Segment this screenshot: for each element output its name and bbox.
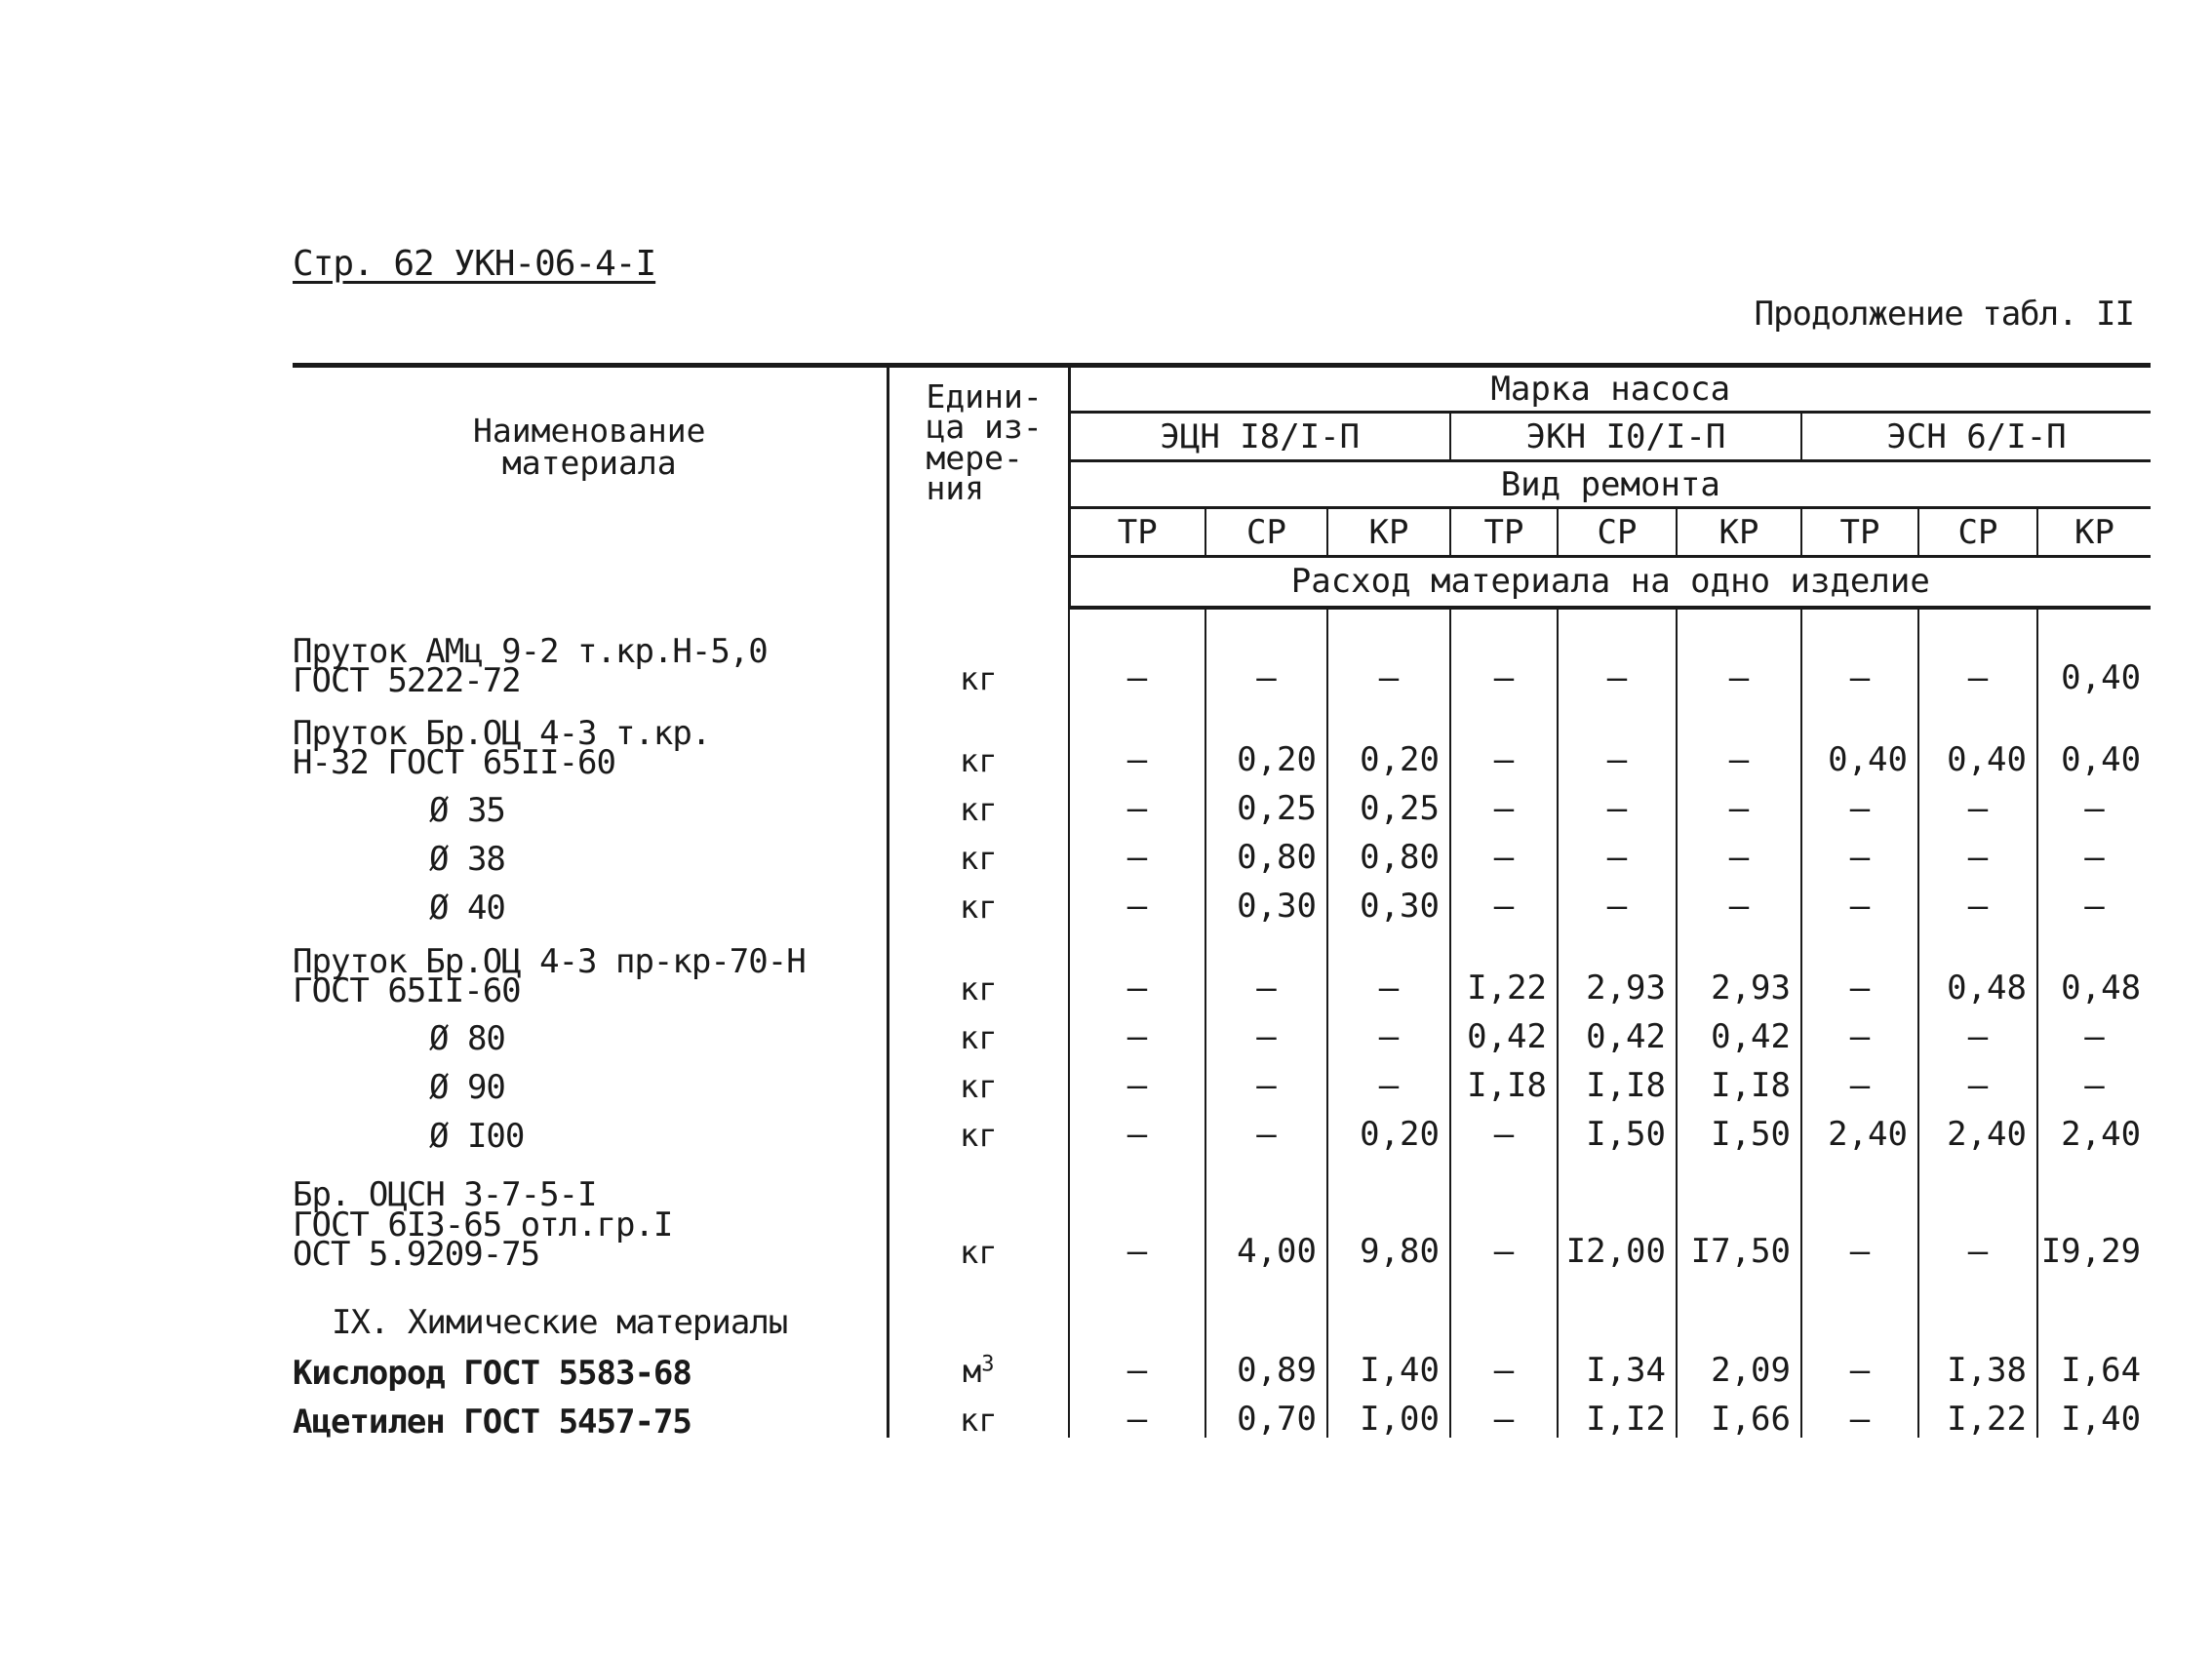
header-repair-code: ТР: [1450, 508, 1558, 557]
value-cell: –: [1918, 1007, 2037, 1055]
value-cell: –: [1327, 925, 1450, 1007]
value-cell: –: [1327, 1055, 1450, 1104]
value-cell: 0,40: [2037, 608, 2151, 696]
table-row: [293, 1338, 2151, 1389]
value-cell: [1205, 1270, 1327, 1338]
table-row: [293, 778, 2151, 827]
value-cell: –: [1205, 925, 1327, 1007]
material-name-line: ГОСТ 65II-60: [293, 971, 521, 1011]
page-reference: Стр. 62 УКН-06-4-I: [293, 244, 656, 284]
unit-text: кг: [959, 741, 998, 779]
value-cell: –: [1801, 778, 1918, 827]
value-cell: [2037, 1270, 2151, 1338]
table-row: [293, 1007, 2151, 1055]
unit-text: кг: [959, 969, 998, 1008]
material-name-line: Кислород ГОСТ 5583-68: [293, 1354, 691, 1394]
value-cell: –: [1069, 778, 1205, 827]
value-cell: –: [1918, 778, 2037, 827]
unit-text: кг: [959, 888, 998, 926]
value-cell: [1918, 1270, 2037, 1338]
value-cell: 0,40: [1918, 696, 2037, 778]
value-cell: –: [1450, 1153, 1558, 1270]
value-cell: 0,80: [1327, 827, 1450, 876]
column-header-unit-line: Едини-: [926, 377, 1043, 415]
header-pump-ekn: ЭКН I0/I-П: [1450, 413, 1801, 461]
value-cell: 0,20: [1327, 1104, 1450, 1153]
header-repair-code: ТР: [1801, 508, 1918, 557]
value-cell: [1558, 1270, 1677, 1338]
table-row: [293, 608, 2151, 696]
unit-cell: [888, 1389, 1069, 1438]
value-cell: –: [1801, 827, 1918, 876]
material-name-line: Пруток АМц 9-2 т.кр.Н-5,0: [293, 631, 768, 671]
value-cell: –: [1069, 827, 1205, 876]
value-cell: –: [1918, 1153, 2037, 1270]
value-cell: 0,89: [1205, 1338, 1327, 1389]
value-cell: I2,00: [1558, 1153, 1677, 1270]
value-cell: –: [1918, 876, 2037, 925]
value-cell: –: [1677, 696, 1801, 778]
table-row: [293, 1389, 2151, 1438]
header-repair-code: СР: [1558, 508, 1677, 557]
value-cell: 2,40: [1801, 1104, 1918, 1153]
unit-cell: [888, 608, 1069, 696]
value-cell: –: [1450, 608, 1558, 696]
value-cell: –: [1558, 827, 1677, 876]
header-repair-code: КР: [2037, 508, 2151, 557]
value-cell: –: [1801, 1389, 1918, 1438]
value-cell: I9,29: [2037, 1153, 2151, 1270]
material-name: [293, 778, 888, 830]
material-name-line: Н-32 ГОСТ 65II-60: [293, 743, 615, 783]
table-row: [293, 1055, 2151, 1104]
value-cell: I,40: [1327, 1338, 1450, 1389]
material-name: [293, 1055, 888, 1107]
material-name-line: Ø 40: [429, 888, 505, 928]
value-cell: –: [1205, 1055, 1327, 1104]
value-cell: 0,30: [1205, 876, 1327, 925]
column-header-unit: [888, 366, 1069, 608]
value-cell: –: [1677, 778, 1801, 827]
value-cell: 0,20: [1205, 696, 1327, 778]
unit-text: кг: [959, 1233, 998, 1271]
value-cell: –: [1801, 1055, 1918, 1104]
value-cell: 0,20: [1327, 696, 1450, 778]
value-cell: –: [1558, 696, 1677, 778]
unit-cell: [888, 1338, 1069, 1389]
material-name-line: ГОСТ 5222-72: [293, 661, 521, 701]
column-header-unit-line: ния: [926, 469, 985, 508]
header-pump-ecn: ЭЦН I8/I-П: [1069, 413, 1450, 461]
column-header-unit-line: ца из-: [926, 408, 1043, 447]
value-cell: –: [1205, 1104, 1327, 1153]
section-row: [293, 1270, 2151, 1338]
value-cell: 0,80: [1205, 827, 1327, 876]
value-cell: 0,30: [1327, 876, 1450, 925]
table-continuation-label: Продолжение табл. II: [1754, 295, 2134, 334]
value-cell: –: [1558, 876, 1677, 925]
value-cell: 0,25: [1205, 778, 1327, 827]
value-cell: –: [2037, 876, 2151, 925]
value-cell: –: [1677, 876, 1801, 925]
value-cell: –: [1801, 608, 1918, 696]
value-cell: 0,42: [1677, 1007, 1801, 1055]
unit-cell: [888, 1104, 1069, 1153]
value-cell: 2,40: [1918, 1104, 2037, 1153]
value-cell: –: [1918, 608, 2037, 696]
unit-text: м: [962, 1352, 982, 1390]
table-row: [293, 925, 2151, 1007]
value-cell: –: [1069, 1338, 1205, 1389]
unit-text: кг: [959, 1067, 998, 1105]
unit-cell: [888, 1270, 1069, 1338]
value-cell: I,I2: [1558, 1389, 1677, 1438]
value-cell: –: [1069, 1153, 1205, 1270]
value-cell: –: [1801, 1338, 1918, 1389]
value-cell: 2,93: [1677, 925, 1801, 1007]
value-cell: –: [1801, 876, 1918, 925]
section-title: [293, 1270, 888, 1343]
value-cell: I,50: [1677, 1104, 1801, 1153]
value-cell: 2,40: [2037, 1104, 2151, 1153]
value-cell: –: [1918, 827, 2037, 876]
table-row: [293, 696, 2151, 778]
unit-cell: [888, 876, 1069, 925]
material-name: [293, 1153, 888, 1275]
value-cell: I7,50: [1677, 1153, 1801, 1270]
value-cell: I,64: [2037, 1338, 2151, 1389]
table-row: [293, 827, 2151, 876]
value-cell: I,40: [2037, 1389, 2151, 1438]
value-cell: –: [1069, 1007, 1205, 1055]
column-header-material: [293, 366, 888, 608]
material-name: [293, 1338, 888, 1394]
value-cell: 0,25: [1327, 778, 1450, 827]
column-header-material-line: материала: [501, 444, 677, 482]
value-cell: I,22: [1918, 1389, 2037, 1438]
header-consumption: Расход материала на одно изделие: [1069, 557, 2151, 608]
value-cell: 2,93: [1558, 925, 1677, 1007]
value-cell: [1677, 1270, 1801, 1338]
material-name-line: Ø 90: [429, 1067, 505, 1107]
value-cell: I,I8: [1450, 1055, 1558, 1104]
value-cell: [1801, 1270, 1918, 1338]
material-name-line: Ø 38: [429, 839, 505, 879]
value-cell: 0,48: [1918, 925, 2037, 1007]
value-cell: [1069, 1270, 1205, 1338]
header-repair-code: СР: [1205, 508, 1327, 557]
material-name: [293, 827, 888, 879]
value-cell: –: [1069, 876, 1205, 925]
value-cell: –: [2037, 1007, 2151, 1055]
value-cell: I,22: [1450, 925, 1558, 1007]
column-header-unit-line: мере-: [926, 438, 1023, 477]
value-cell: –: [1069, 608, 1205, 696]
section-title-text: IX. Химические материалы: [332, 1303, 788, 1343]
value-cell: 0,42: [1558, 1007, 1677, 1055]
header-repair-code: СР: [1918, 508, 2037, 557]
materials-table: [293, 363, 2151, 1443]
material-name: [293, 1389, 888, 1443]
value-cell: –: [1450, 876, 1558, 925]
value-cell: [1327, 1270, 1450, 1338]
header-repair-code: ТР: [1069, 508, 1205, 557]
value-cell: –: [1450, 1104, 1558, 1153]
unit-text: кг: [959, 659, 998, 697]
value-cell: –: [1205, 608, 1327, 696]
unit-text: кг: [959, 1116, 998, 1154]
table-body: [293, 608, 2151, 1443]
material-name: [293, 876, 888, 928]
header-pump-brand: Марка насоса: [1069, 366, 2151, 413]
unit-text: кг: [959, 1018, 998, 1056]
table-row: [293, 1104, 2151, 1153]
value-cell: –: [1069, 1104, 1205, 1153]
header-pump-esn: ЭСН 6/I-П: [1801, 413, 2151, 461]
table-row: [293, 1153, 2151, 1270]
material-name-line: Пруток Бр.ОЦ 4-3 пр-кр-70-Н: [293, 941, 806, 981]
value-cell: –: [1677, 608, 1801, 696]
value-cell: –: [1327, 1007, 1450, 1055]
header-repair-type: Вид ремонта: [1069, 461, 2151, 508]
value-cell: –: [1450, 1389, 1558, 1438]
unit-text: кг: [959, 839, 998, 877]
unit-cell: [888, 925, 1069, 1007]
value-cell: –: [1327, 608, 1450, 696]
value-cell: 0,48: [2037, 925, 2151, 1007]
value-cell: –: [1801, 1007, 1918, 1055]
value-cell: 0,40: [2037, 696, 2151, 778]
value-cell: –: [1918, 1055, 2037, 1104]
material-name: [293, 1104, 888, 1156]
material-name: [293, 925, 888, 1011]
value-cell: –: [1069, 1055, 1205, 1104]
value-cell: I,66: [1677, 1389, 1801, 1438]
unit-cell: [888, 778, 1069, 827]
unit-cell: [888, 827, 1069, 876]
value-cell: 0,40: [1801, 696, 1918, 778]
value-cell: I,I8: [1677, 1055, 1801, 1104]
value-cell: I,38: [1918, 1338, 2037, 1389]
value-cell: –: [1450, 827, 1558, 876]
material-name-line: ОСТ 5.9209-75: [293, 1235, 540, 1275]
material-name-line: Пруток Бр.ОЦ 4-3 т.кр.: [293, 713, 711, 753]
value-cell: –: [1450, 778, 1558, 827]
material-name-line: Ацетилен ГОСТ 5457-75: [293, 1403, 691, 1443]
unit-cell: [888, 1153, 1069, 1270]
material-name-line: Ø I00: [429, 1116, 525, 1156]
value-cell: –: [2037, 827, 2151, 876]
value-cell: –: [2037, 1055, 2151, 1104]
unit-superscript: 3: [981, 1352, 995, 1377]
value-cell: –: [1450, 696, 1558, 778]
value-cell: 4,00: [1205, 1153, 1327, 1270]
table-header: [293, 366, 2151, 608]
value-cell: 2,09: [1677, 1338, 1801, 1389]
value-cell: 9,80: [1327, 1153, 1450, 1270]
unit-cell: [888, 1007, 1069, 1055]
material-name: [293, 1007, 888, 1058]
unit-text: кг: [959, 1401, 998, 1439]
table-row: [293, 876, 2151, 925]
value-cell: –: [1069, 925, 1205, 1007]
column-header-material-line: Наименование: [473, 412, 706, 450]
material-name-line: Бр. ОЦСН 3-7-5-I: [293, 1174, 597, 1214]
value-cell: 0,42: [1450, 1007, 1558, 1055]
value-cell: I,I8: [1558, 1055, 1677, 1104]
material-name: [293, 608, 888, 701]
header-repair-code: КР: [1677, 508, 1801, 557]
value-cell: –: [1450, 1338, 1558, 1389]
value-cell: –: [1677, 827, 1801, 876]
value-cell: –: [1558, 778, 1677, 827]
value-cell: –: [1801, 1153, 1918, 1270]
value-cell: –: [1069, 1389, 1205, 1438]
value-cell: 0,70: [1205, 1389, 1327, 1438]
value-cell: –: [1069, 696, 1205, 778]
unit-text: кг: [959, 790, 998, 828]
value-cell: –: [1558, 608, 1677, 696]
value-cell: –: [1801, 925, 1918, 1007]
header-repair-code: КР: [1327, 508, 1450, 557]
material-name: [293, 696, 888, 783]
value-cell: I,50: [1558, 1104, 1677, 1153]
value-cell: –: [1205, 1007, 1327, 1055]
material-name-line: Ø 35: [429, 790, 505, 830]
value-cell: I,34: [1558, 1338, 1677, 1389]
unit-cell: [888, 1055, 1069, 1104]
value-cell: –: [2037, 778, 2151, 827]
value-cell: [1450, 1270, 1558, 1338]
unit-cell: [888, 696, 1069, 778]
value-cell: I,00: [1327, 1389, 1450, 1438]
material-name-line: Ø 80: [429, 1018, 505, 1058]
material-name-line: ГОСТ 6I3-65 отл.гр.I: [293, 1205, 673, 1245]
